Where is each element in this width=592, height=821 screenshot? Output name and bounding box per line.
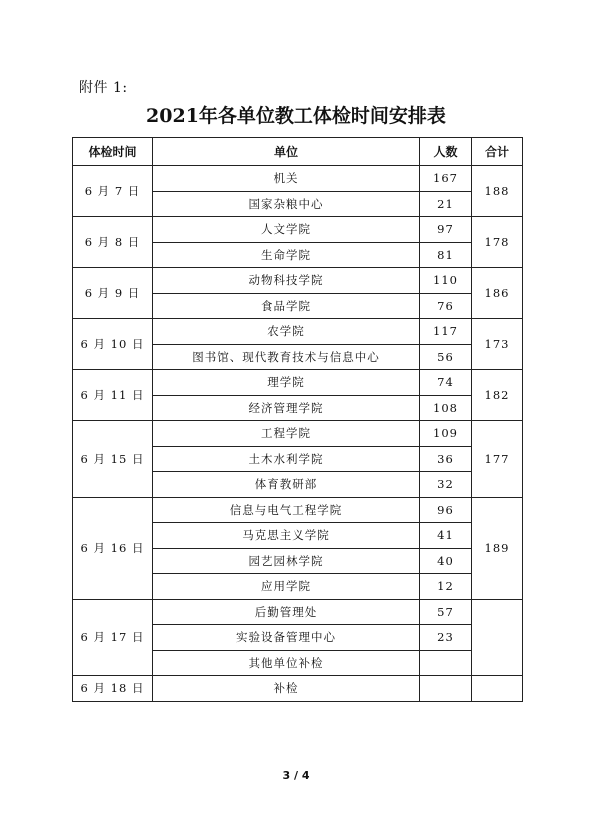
unit-cell: 农学院 (153, 319, 420, 345)
count-cell: 12 (420, 574, 472, 600)
table-header-row (73, 138, 523, 166)
header-date: 体检时间 (73, 138, 153, 166)
count-cell: 96 (420, 497, 472, 523)
count-cell: 32 (420, 472, 472, 498)
count-cell: 57 (420, 599, 472, 625)
unit-cell: 实验设备管理中心 (153, 625, 420, 651)
header-count: 人数 (420, 138, 472, 166)
date-cell: 6 月 15 日 (73, 421, 153, 498)
count-cell: 110 (420, 268, 472, 294)
unit-cell: 工程学院 (153, 421, 420, 447)
date-cell: 6 月 16 日 (73, 497, 153, 599)
count-cell: 167 (420, 166, 472, 192)
date-cell: 6 月 8 日 (73, 217, 153, 268)
unit-cell: 经济管理学院 (153, 395, 420, 421)
date-cell: 6 月 18 日 (73, 676, 153, 702)
count-cell: 56 (420, 344, 472, 370)
total-cell: 188 (472, 166, 523, 217)
unit-cell: 园艺园林学院 (153, 548, 420, 574)
unit-cell: 体育教研部 (153, 472, 420, 498)
count-cell: 76 (420, 293, 472, 319)
table-row (73, 319, 523, 345)
count-cell: 117 (420, 319, 472, 345)
count-cell: 74 (420, 370, 472, 396)
total-cell: 182 (472, 370, 523, 421)
unit-cell: 生命学院 (153, 242, 420, 268)
table-row (73, 421, 523, 447)
total-cell: 177 (472, 421, 523, 498)
unit-cell: 国家杂粮中心 (153, 191, 420, 217)
total-cell: 173 (472, 319, 523, 370)
unit-cell: 其他单位补检 (153, 650, 420, 676)
schedule-table (72, 137, 523, 702)
unit-cell: 补检 (153, 676, 420, 702)
unit-cell: 人文学院 (153, 217, 420, 243)
total-cell: 178 (472, 217, 523, 268)
total-cell (472, 599, 523, 676)
count-cell: 41 (420, 523, 472, 549)
date-cell: 6 月 9 日 (73, 268, 153, 319)
table-row (73, 166, 523, 192)
count-cell (420, 676, 472, 702)
table-row (73, 676, 523, 702)
unit-cell: 信息与电气工程学院 (153, 497, 420, 523)
count-cell (420, 650, 472, 676)
count-cell: 23 (420, 625, 472, 651)
attachment-label: 附件 1: (79, 80, 128, 96)
count-cell: 97 (420, 217, 472, 243)
unit-cell: 后勤管理处 (153, 599, 420, 625)
unit-cell: 土木水利学院 (153, 446, 420, 472)
table-row (73, 217, 523, 243)
date-cell: 6 月 10 日 (73, 319, 153, 370)
total-cell: 189 (472, 497, 523, 599)
unit-cell: 马克思主义学院 (153, 523, 420, 549)
date-cell: 6 月 7 日 (73, 166, 153, 217)
header-unit: 单位 (153, 138, 420, 166)
date-cell: 6 月 17 日 (73, 599, 153, 676)
count-cell: 40 (420, 548, 472, 574)
date-cell: 6 月 11 日 (73, 370, 153, 421)
total-cell: 186 (472, 268, 523, 319)
table-row (73, 497, 523, 523)
total-cell (472, 676, 523, 702)
count-cell: 21 (420, 191, 472, 217)
unit-cell: 机关 (153, 166, 420, 192)
table-row (73, 268, 523, 294)
unit-cell: 理学院 (153, 370, 420, 396)
unit-cell: 动物科技学院 (153, 268, 420, 294)
count-cell: 108 (420, 395, 472, 421)
unit-cell: 食品学院 (153, 293, 420, 319)
count-cell: 109 (420, 421, 472, 447)
header-total: 合计 (472, 138, 523, 166)
table-row (73, 370, 523, 396)
count-cell: 81 (420, 242, 472, 268)
page-title: 2021年各单位教工体检时间安排表 (146, 105, 446, 127)
table-row (73, 599, 523, 625)
unit-cell: 图书馆、现代教育技术与信息中心 (153, 344, 420, 370)
count-cell: 36 (420, 446, 472, 472)
unit-cell: 应用学院 (153, 574, 420, 600)
page-indicator: 3 / 4 (282, 769, 310, 782)
